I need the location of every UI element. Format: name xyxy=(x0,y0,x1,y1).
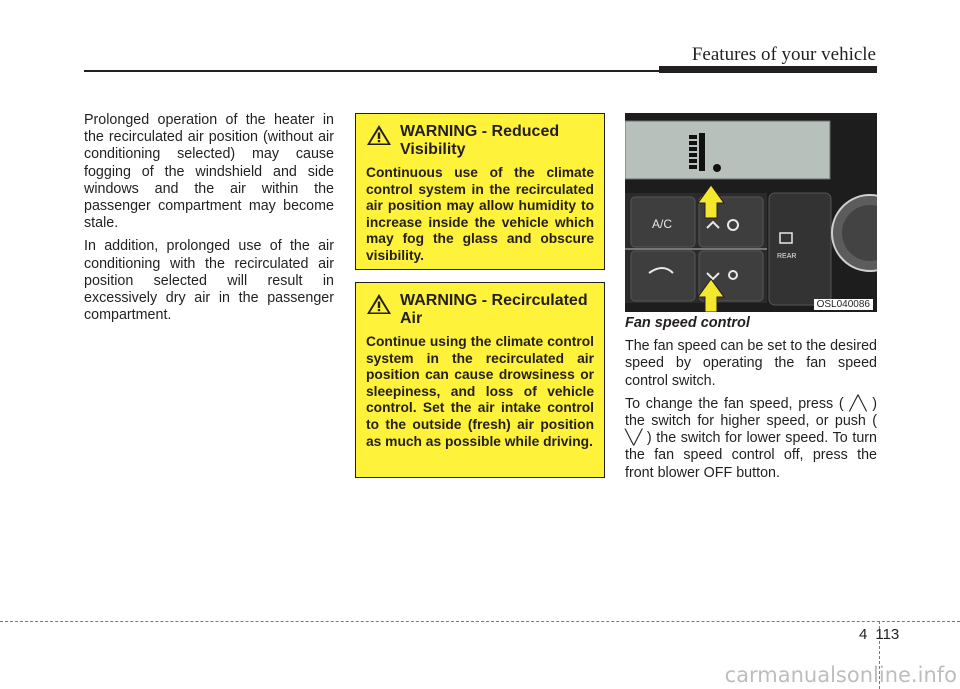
climate-control-photo xyxy=(625,113,877,312)
warning-title: WARNING - Reduced Visibility xyxy=(400,123,560,158)
ac-button-label: A/C xyxy=(652,217,673,231)
right-column xyxy=(625,315,877,488)
page-number xyxy=(859,626,899,643)
header-rule-accent xyxy=(659,66,877,73)
warning-body: Continuous use of the climate control system in the recirculated air position may allow humidity to increase inside the vehicle which may fog the glass and obscure visibility. xyxy=(366,165,594,263)
warning-box-reduced-visibility xyxy=(355,113,605,270)
header-title: Features of your vehicle xyxy=(691,44,876,65)
warning-title: WARNING - Recirculated Air xyxy=(400,292,588,327)
right-paragraph-2: To change the fan speed, press ( ╱╲ ) the switch for higher speed, or push ( ╲╱ ) the switch for lower speed. To turn the fan speed control off, press the front blower OFF button. xyxy=(625,395,877,481)
warning-body: Continue using the climate control system in the recirculated air position can cause drowsiness or sleepiness, and loss of vehicle control. Set the air intake control to the outside (fresh) air position as much as possible while driving. xyxy=(366,334,594,449)
fan-icon xyxy=(713,164,721,172)
chapter-number: 4 xyxy=(859,626,868,643)
section-heading: Fan speed control xyxy=(625,315,750,331)
climate-panel-illustration xyxy=(625,113,877,312)
left-paragraph-1: Prolonged operation of the heater in the recirculated air position (without air conditioning selected) may cause fogging of the windshield and side windows and the air within the passenger compartment may become stale. xyxy=(84,112,334,232)
warning-triangle-icon xyxy=(366,293,392,315)
warning-triangle-icon xyxy=(366,124,392,146)
left-column xyxy=(84,112,334,330)
right-paragraph-1: The fan speed can be set to the desired speed by operating the fan speed control switch. xyxy=(625,338,877,389)
footer-rule xyxy=(0,621,960,622)
left-paragraph-2: In addition, prolonged use of the air conditioning with the recirculated air position selected will result in excessively dry air in the passenger compartment. xyxy=(84,238,334,324)
rear-button-label: REAR xyxy=(777,253,797,260)
header-rule xyxy=(84,70,659,72)
photo-code: OSL040086 xyxy=(814,299,873,310)
page-number-value: 113 xyxy=(875,626,900,643)
warning-box-recirculated-air xyxy=(355,282,605,478)
watermark: carmanualsonline.info xyxy=(724,663,957,687)
